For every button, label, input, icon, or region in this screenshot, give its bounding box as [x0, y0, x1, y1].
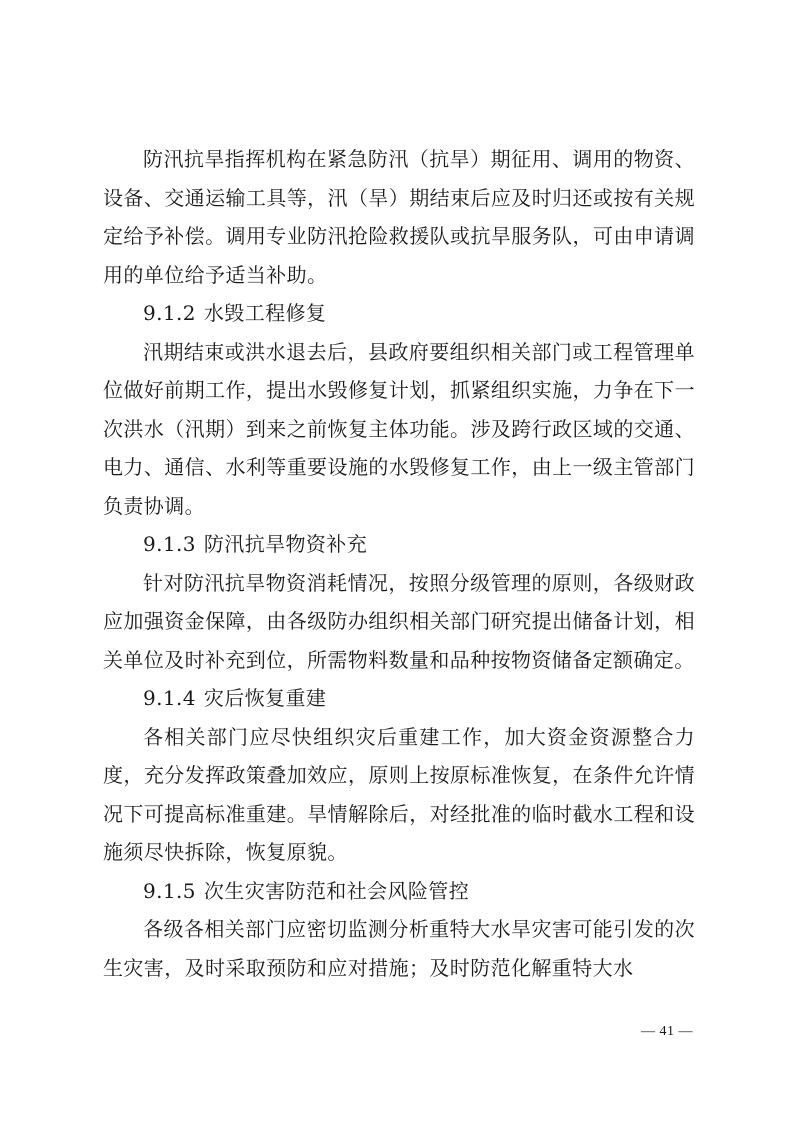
- section-heading-9-1-5: [103, 872, 695, 911]
- section-number: 9.1.4: [143, 686, 196, 710]
- section-title: 次生灾害防范和社会风险管控: [203, 878, 470, 903]
- section-title: 防汛抗旱物资补充: [203, 532, 368, 556]
- section-number: 9.1.2: [143, 301, 196, 325]
- page-number: — 41 —: [641, 1024, 693, 1039]
- section-title: 水毁工程修复: [203, 301, 327, 325]
- paragraph-post-disaster-reconstruction: 各相关部门应尽快组织灾后重建工作，加大资金资源整合力度，充分发挥政策叠加效应，原则上按原标准恢复，在条件允许情况下可提高标准重建。旱情解除后，对经批准的临时截水工程和设施须尽快拆除，恢复原貌。: [103, 724, 695, 864]
- section-heading-9-1-4: [103, 679, 695, 718]
- document-body: [103, 140, 695, 987]
- section-number: 9.1.3: [143, 532, 196, 556]
- paragraph-requisition-compensation: 防汛抗旱指挥机构在紧急防汛（抗旱）期征用、调用的物资、设备、交通运输工具等，汛（旱）期结束后应及时归还或按有关规定给予补偿。调用专业防汛抢险救援队或抗旱服务队，可由申请调用的单位给予适当补助。: [103, 147, 695, 287]
- paragraph-secondary-disaster-prevention: 各级各相关部门应密切监测分析重特大水旱灾害可能引发的次生灾害，及时采取预防和应对措施；及时防范化解重特大水: [103, 917, 695, 980]
- section-heading-9-1-3: [103, 525, 695, 564]
- paragraph-supplies-replenishment: 针对防汛抗旱物资消耗情况，按照分级管理的原则，各级财政应加强资金保障，由各级防办组织相关部门研究提出储备计划，相关单位及时补充到位，所需物料数量和品种按物资储备定额确定。: [103, 570, 695, 672]
- paragraph-water-damage-repair: 汛期结束或洪水退去后，县政府要组织相关部门或工程管理单位做好前期工作，提出水毁修复计划，抓紧组织实施，力争在下一次洪水（汛期）到来之前恢复主体功能。涉及跨行政区域的交通、电力、通信、水利等重要设施的水毁修复工作，由上一级主管部门负责协调。: [103, 339, 695, 518]
- section-title: 灾后恢复重建: [203, 686, 327, 710]
- section-number: 9.1.5: [143, 878, 196, 903]
- section-heading-9-1-2: [103, 294, 695, 333]
